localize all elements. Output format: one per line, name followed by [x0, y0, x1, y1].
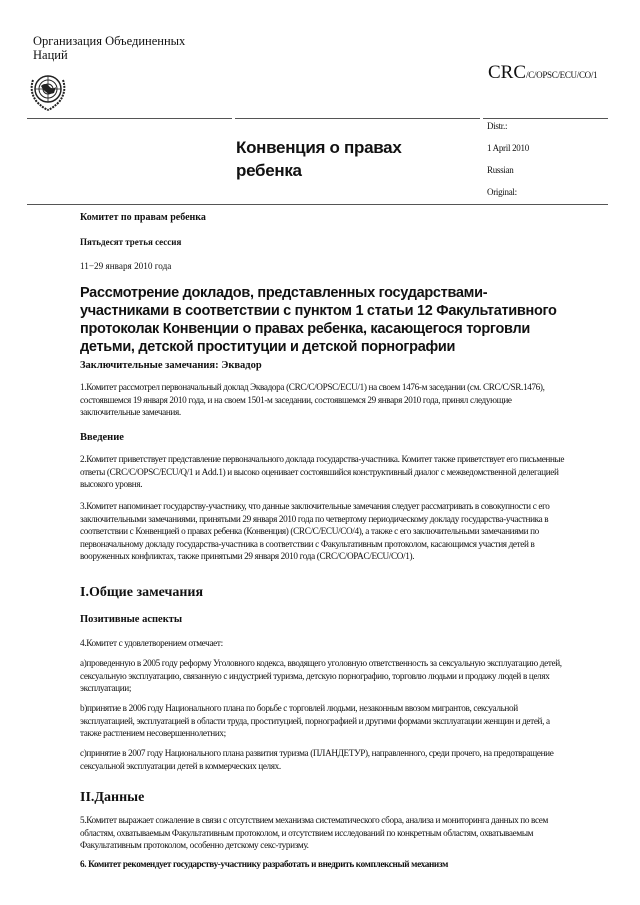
subtitle: Заключительные замечания: Эквадор	[80, 360, 262, 371]
list-item-b: b)принятие в 2006 году Национального плана по борьбе с торговлей людьми, незаконным ввозом мигрантов, сексуальной эксплуатацией, эксплуатацией в области труда, проституцией, порнографией и другими формами эксплуатации женщин и детей, а также растлением несовершеннолетних;	[80, 703, 550, 738]
main-heading: Рассмотрение докладов, представленных государствами-участниками в соответствии с пунктом 1 статьи 12 Факультативного протоколак Конвенции о правах ребенка, касающегося торговли детьми, детской проституции и детской порнографии	[80, 285, 557, 355]
document-date: 1 April 2010	[487, 143, 529, 153]
paragraph-2: 2.Комитет приветствует представление первоначального доклада государства-участника. Комитет также приветствует его письменные ответы (CRC/C/OPSC/ECU/Q/1 и Add.1) и высоко оценивает состоявшийся конструктивный диалог с межведомственной делегацией высокого уровня.	[80, 454, 565, 489]
paragraph-3: 3.Комитет напоминает государству-участнику, что данные заключительные замечания следует рассматривать в совокупности с его заключительными замечаниями, принятыми 29 января 2010 года по четвертому периодическому докладу государства-участника в соответствии с Конвенцией о правах ребенка (Конвенция) (CRC/C/ECU/CO/4), а также с его заключительными замечаниями по первоначальному докладу государства-участника в соответствии с Факультативным протоколом, касающимся участия детей в вооруженных конфликтах, также принятыми 29 января 2010 года (CRC/C/OPAC/ECU/CO/1).	[80, 501, 550, 561]
session-dates: 11−29 января 2010 года	[80, 261, 172, 271]
document-title: Конвенция о правах ребенка	[236, 138, 402, 180]
list-item-c: c)принятие в 2007 году Национального плана развития туризма (ПЛАНДЕТУР), направленного, среди прочего, на предотвращение сексуальной эксплуатации детей в коммерческих целях.	[80, 748, 554, 771]
committee-name: Комитет по правам ребенка	[80, 212, 206, 223]
section-heading-data: II.Данные	[80, 790, 145, 805]
subsection-heading-positive: Позитивные аспекты	[80, 614, 183, 625]
header-bottom-divider	[27, 204, 608, 205]
header-divider	[235, 118, 480, 119]
document-symbol-main: CRC	[488, 62, 527, 83]
list-item-a: a)проведенную в 2005 году реформу Уголовного кодекса, вводящего уголовную ответственность за сексуальную эксплуатацию детей, сексуальную эксплуатацию, связанную с индустрией туризма, детскую порнографию, торговлю людьми и продажу людей в целях эксплуатации;	[80, 658, 562, 693]
section-heading-introduction: Введение	[80, 432, 124, 443]
distribution-label: Distr.:	[487, 121, 508, 131]
session-name: Пятьдесят третья сессия	[80, 237, 182, 247]
document-symbol-suffix: /C/OPSC/ECU/CO/1	[526, 70, 598, 80]
section-heading-general: I.Общие замечания	[80, 585, 204, 600]
document-symbol	[488, 62, 597, 84]
document-language: Russian	[487, 165, 514, 175]
paragraph-1: 1.Комитет рассмотрел первоначальный доклад Эквадора (CRC/C/OPSC/ECU/1) на своем 1476-м заседании (см. CRC/C/SR.1476), состоявшемся 19 января 2010 года, и на своем 1501-м заседании, состоявшемся 29 января 2010 года, принял следующие заключительные замечания.	[80, 382, 545, 417]
original-language-label: Original:	[487, 187, 517, 197]
header-divider	[27, 118, 232, 119]
header-divider	[483, 118, 608, 119]
un-emblem-icon	[27, 70, 69, 114]
paragraph-6: 6. Комитет рекомендует государству-участнику разработать и внедрить комплексный механизм	[80, 859, 448, 869]
organization-name: Организация Объединенных Наций	[33, 34, 186, 62]
paragraph-5: 5.Комитет выражает сожаление в связи с отсутствием механизма систематического сбора, анализа и мониторинга данных по всем областям, охватываемым Факультативным протоколом, и отсутствием исследований по конкретным областям, охватываемым Факультативным протоколом, особенно детскому секс-туризму.	[80, 815, 548, 850]
paragraph-4: 4.Комитет с удовлетворением отмечает:	[80, 638, 223, 648]
